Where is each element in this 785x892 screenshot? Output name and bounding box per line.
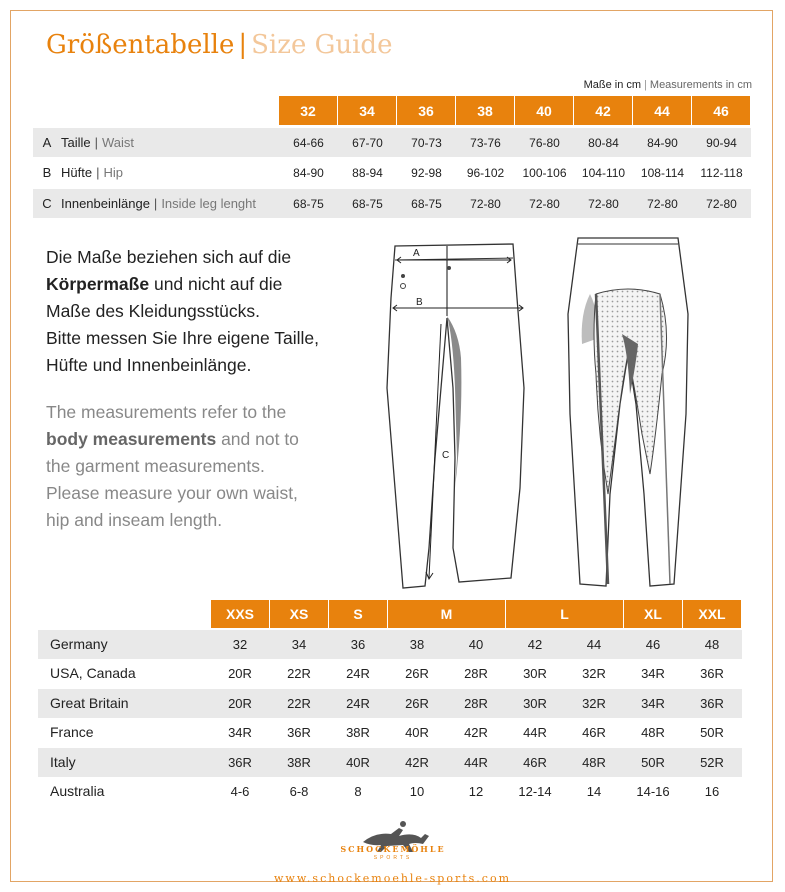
table-cell: 6-8 xyxy=(289,784,309,799)
size-group-header: XS xyxy=(270,600,328,628)
row-label-en: Waist xyxy=(102,135,135,150)
country-label: France xyxy=(50,724,94,740)
row-label-de: Hüfte xyxy=(61,165,93,180)
table-cell: 72-80 xyxy=(470,196,501,211)
size-header: 44 xyxy=(633,96,691,125)
measure-table-header xyxy=(279,96,751,125)
table-cell: 68-75 xyxy=(411,196,442,211)
row-label-de: Innenbeinlänge xyxy=(61,196,150,211)
measure-row-hip xyxy=(33,158,751,187)
table-cell: 90-94 xyxy=(706,135,737,150)
table-cell: 84-90 xyxy=(647,135,678,150)
table-cell: 22R xyxy=(287,696,311,711)
row-label: Taille | Waist xyxy=(61,135,135,150)
table-cell: 50R xyxy=(700,725,724,740)
size-group-header: S xyxy=(329,600,387,628)
note-line: Bitte messen Sie Ihre eigene Taille, xyxy=(46,328,320,348)
table-cell: 12-14 xyxy=(518,784,552,799)
size-header: 38 xyxy=(456,96,514,125)
table-cell: 36R xyxy=(228,755,252,770)
table-cell: 8 xyxy=(354,784,362,799)
table-cell: 40 xyxy=(468,637,484,652)
table-cell: 48 xyxy=(704,637,720,652)
table-cell: 72-80 xyxy=(706,196,737,211)
table-row xyxy=(38,718,742,747)
row-label-en: Inside leg lenght xyxy=(161,196,256,211)
measure-row-inside-leg xyxy=(33,189,751,218)
table-cell: 4-6 xyxy=(230,784,250,799)
table-cell: 84-90 xyxy=(293,165,324,180)
note-line xyxy=(46,426,336,453)
table-cell: 20R xyxy=(228,666,252,681)
table-cell: 30R xyxy=(523,696,547,711)
table-cell: 24R xyxy=(346,666,370,681)
table-cell: 68-75 xyxy=(352,196,383,211)
note-line-rest: und nicht auf die xyxy=(149,274,283,294)
table-cell: 28R xyxy=(464,666,488,681)
size-header: 32 xyxy=(279,96,337,125)
note-bold: Körpermaße xyxy=(46,274,150,294)
table-cell: 70-73 xyxy=(411,135,442,150)
table-cell: 32R xyxy=(582,666,606,681)
table-cell: 34R xyxy=(641,666,665,681)
table-cell: 32R xyxy=(582,696,606,711)
table-cell: 76-80 xyxy=(529,135,560,150)
table-row xyxy=(38,630,742,659)
brand-name: SCHOCKEMÖHLE xyxy=(340,844,446,854)
note-bold: body measurements xyxy=(46,429,217,449)
note-line: Please measure your own waist, xyxy=(46,483,298,503)
size-header: 42 xyxy=(574,96,632,125)
country-label: Great Britain xyxy=(50,695,129,711)
note-line: the garment measurements. xyxy=(46,456,265,476)
label-c: C xyxy=(442,450,450,461)
size-header: 36 xyxy=(397,96,455,125)
table-cell: 44R xyxy=(523,725,547,740)
table-row xyxy=(38,689,742,718)
table-cell: 52R xyxy=(700,755,724,770)
table-cell: 42R xyxy=(464,725,488,740)
size-group-header: XXS xyxy=(211,600,269,628)
unit-note-separator: | xyxy=(644,79,647,91)
table-cell: 72-80 xyxy=(588,196,619,211)
table-row xyxy=(38,777,742,806)
table-cell: 10 xyxy=(409,784,425,799)
table-cell: 44R xyxy=(464,755,488,770)
note-line: Maße des Kleidungsstücks. xyxy=(46,301,260,321)
table-cell: 28R xyxy=(464,696,488,711)
table-cell: 26R xyxy=(405,696,429,711)
note-line-rest: and not to xyxy=(216,429,299,449)
table-cell: 80-84 xyxy=(588,135,619,150)
table-cell: 34 xyxy=(291,637,307,652)
table-cell: 42R xyxy=(405,755,429,770)
table-cell: 32 xyxy=(232,637,248,652)
table-cell: 20R xyxy=(228,696,252,711)
table-cell: 36 xyxy=(350,637,366,652)
label-b: B xyxy=(416,297,423,308)
table-cell: 96-102 xyxy=(466,165,505,180)
table-row xyxy=(38,659,742,688)
table-cell: 46 xyxy=(645,637,661,652)
table-cell: 64-66 xyxy=(293,135,324,150)
table-cell: 22R xyxy=(287,666,311,681)
table-cell: 92-98 xyxy=(411,165,442,180)
table-cell: 38R xyxy=(346,725,370,740)
country-label: Australia xyxy=(50,783,105,799)
table-cell: 14 xyxy=(586,784,602,799)
table-cell: 38R xyxy=(287,755,311,770)
note-line: hip and inseam length. xyxy=(46,510,223,530)
table-cell: 26R xyxy=(405,666,429,681)
table-cell: 40R xyxy=(405,725,429,740)
title-en: Size Guide xyxy=(251,30,393,60)
table-cell: 46R xyxy=(523,755,547,770)
note-english xyxy=(46,399,336,534)
table-cell: 50R xyxy=(641,755,665,770)
table-cell: 36R xyxy=(700,666,724,681)
table-cell: 34R xyxy=(228,725,252,740)
table-cell: 68-75 xyxy=(293,196,324,211)
table-cell: 100-106 xyxy=(522,165,567,180)
table-cell: 72-80 xyxy=(647,196,678,211)
table-cell: 104-110 xyxy=(581,165,626,180)
note-german xyxy=(46,244,336,379)
row-label-en: Hip xyxy=(103,165,123,180)
row-values xyxy=(279,128,751,157)
unit-note-de: Maße in cm xyxy=(583,79,642,91)
leggings-back-illustration xyxy=(560,234,695,589)
table-cell: 14-16 xyxy=(636,784,670,799)
label-a: A xyxy=(413,248,420,259)
table-cell: 34R xyxy=(641,696,665,711)
website-url: www.schockemoehle-sports.com xyxy=(273,872,512,885)
table-cell: 73-76 xyxy=(470,135,501,150)
table-cell: 36R xyxy=(700,696,724,711)
country-label: Italy xyxy=(50,754,76,770)
table-cell: 36R xyxy=(287,725,311,740)
row-letter: B xyxy=(42,165,52,180)
size-group-header: XXL xyxy=(683,600,741,628)
table-cell: 112-118 xyxy=(700,165,743,180)
table-row xyxy=(38,748,742,777)
table-cell: 12 xyxy=(468,784,484,799)
size-header: 34 xyxy=(338,96,396,125)
row-label: Hüfte | Hip xyxy=(61,165,123,180)
table-cell: 88-94 xyxy=(352,165,383,180)
row-label-de: Taille xyxy=(61,135,91,150)
unit-note-en: Measurements in cm xyxy=(649,79,752,91)
size-header: 46 xyxy=(692,96,750,125)
table-cell: 46R xyxy=(582,725,606,740)
table-cell: 108-114 xyxy=(640,165,685,180)
page-title xyxy=(46,30,392,60)
note-line: Hüfte und Innenbeinlänge. xyxy=(46,355,252,375)
note-line: Die Maße beziehen sich auf die xyxy=(46,247,292,267)
table-cell: 42 xyxy=(527,637,543,652)
measure-row-waist xyxy=(33,128,751,157)
country-label: Germany xyxy=(50,636,108,652)
table-cell: 30R xyxy=(523,666,547,681)
table-cell: 67-70 xyxy=(352,135,383,150)
note-line: The measurements refer to the xyxy=(46,402,287,422)
table-cell: 38 xyxy=(409,637,425,652)
size-group-header: XL xyxy=(624,600,682,628)
leggings-front-illustration xyxy=(383,238,533,593)
size-header: 40 xyxy=(515,96,573,125)
row-values xyxy=(279,158,751,187)
size-group-header: L xyxy=(506,600,623,628)
brand-sub: SPORTS xyxy=(373,855,413,861)
row-letter: A xyxy=(42,135,52,150)
size-group-header: M xyxy=(388,600,505,628)
table-cell: 72-80 xyxy=(529,196,560,211)
unit-note xyxy=(584,79,752,91)
table-cell: 40R xyxy=(346,755,370,770)
title-separator: | xyxy=(238,30,248,60)
table-cell: 48R xyxy=(641,725,665,740)
table-cell: 48R xyxy=(582,755,606,770)
row-label: Innenbeinlänge | Inside leg lenght xyxy=(61,196,256,211)
row-letter: C xyxy=(42,196,52,211)
title-de: Größentabelle xyxy=(46,30,235,60)
table-cell: 16 xyxy=(704,784,720,799)
country-label: USA, Canada xyxy=(50,665,136,681)
row-values xyxy=(279,189,751,218)
table-cell: 24R xyxy=(346,696,370,711)
note-line xyxy=(46,271,336,298)
table-cell: 44 xyxy=(586,637,602,652)
